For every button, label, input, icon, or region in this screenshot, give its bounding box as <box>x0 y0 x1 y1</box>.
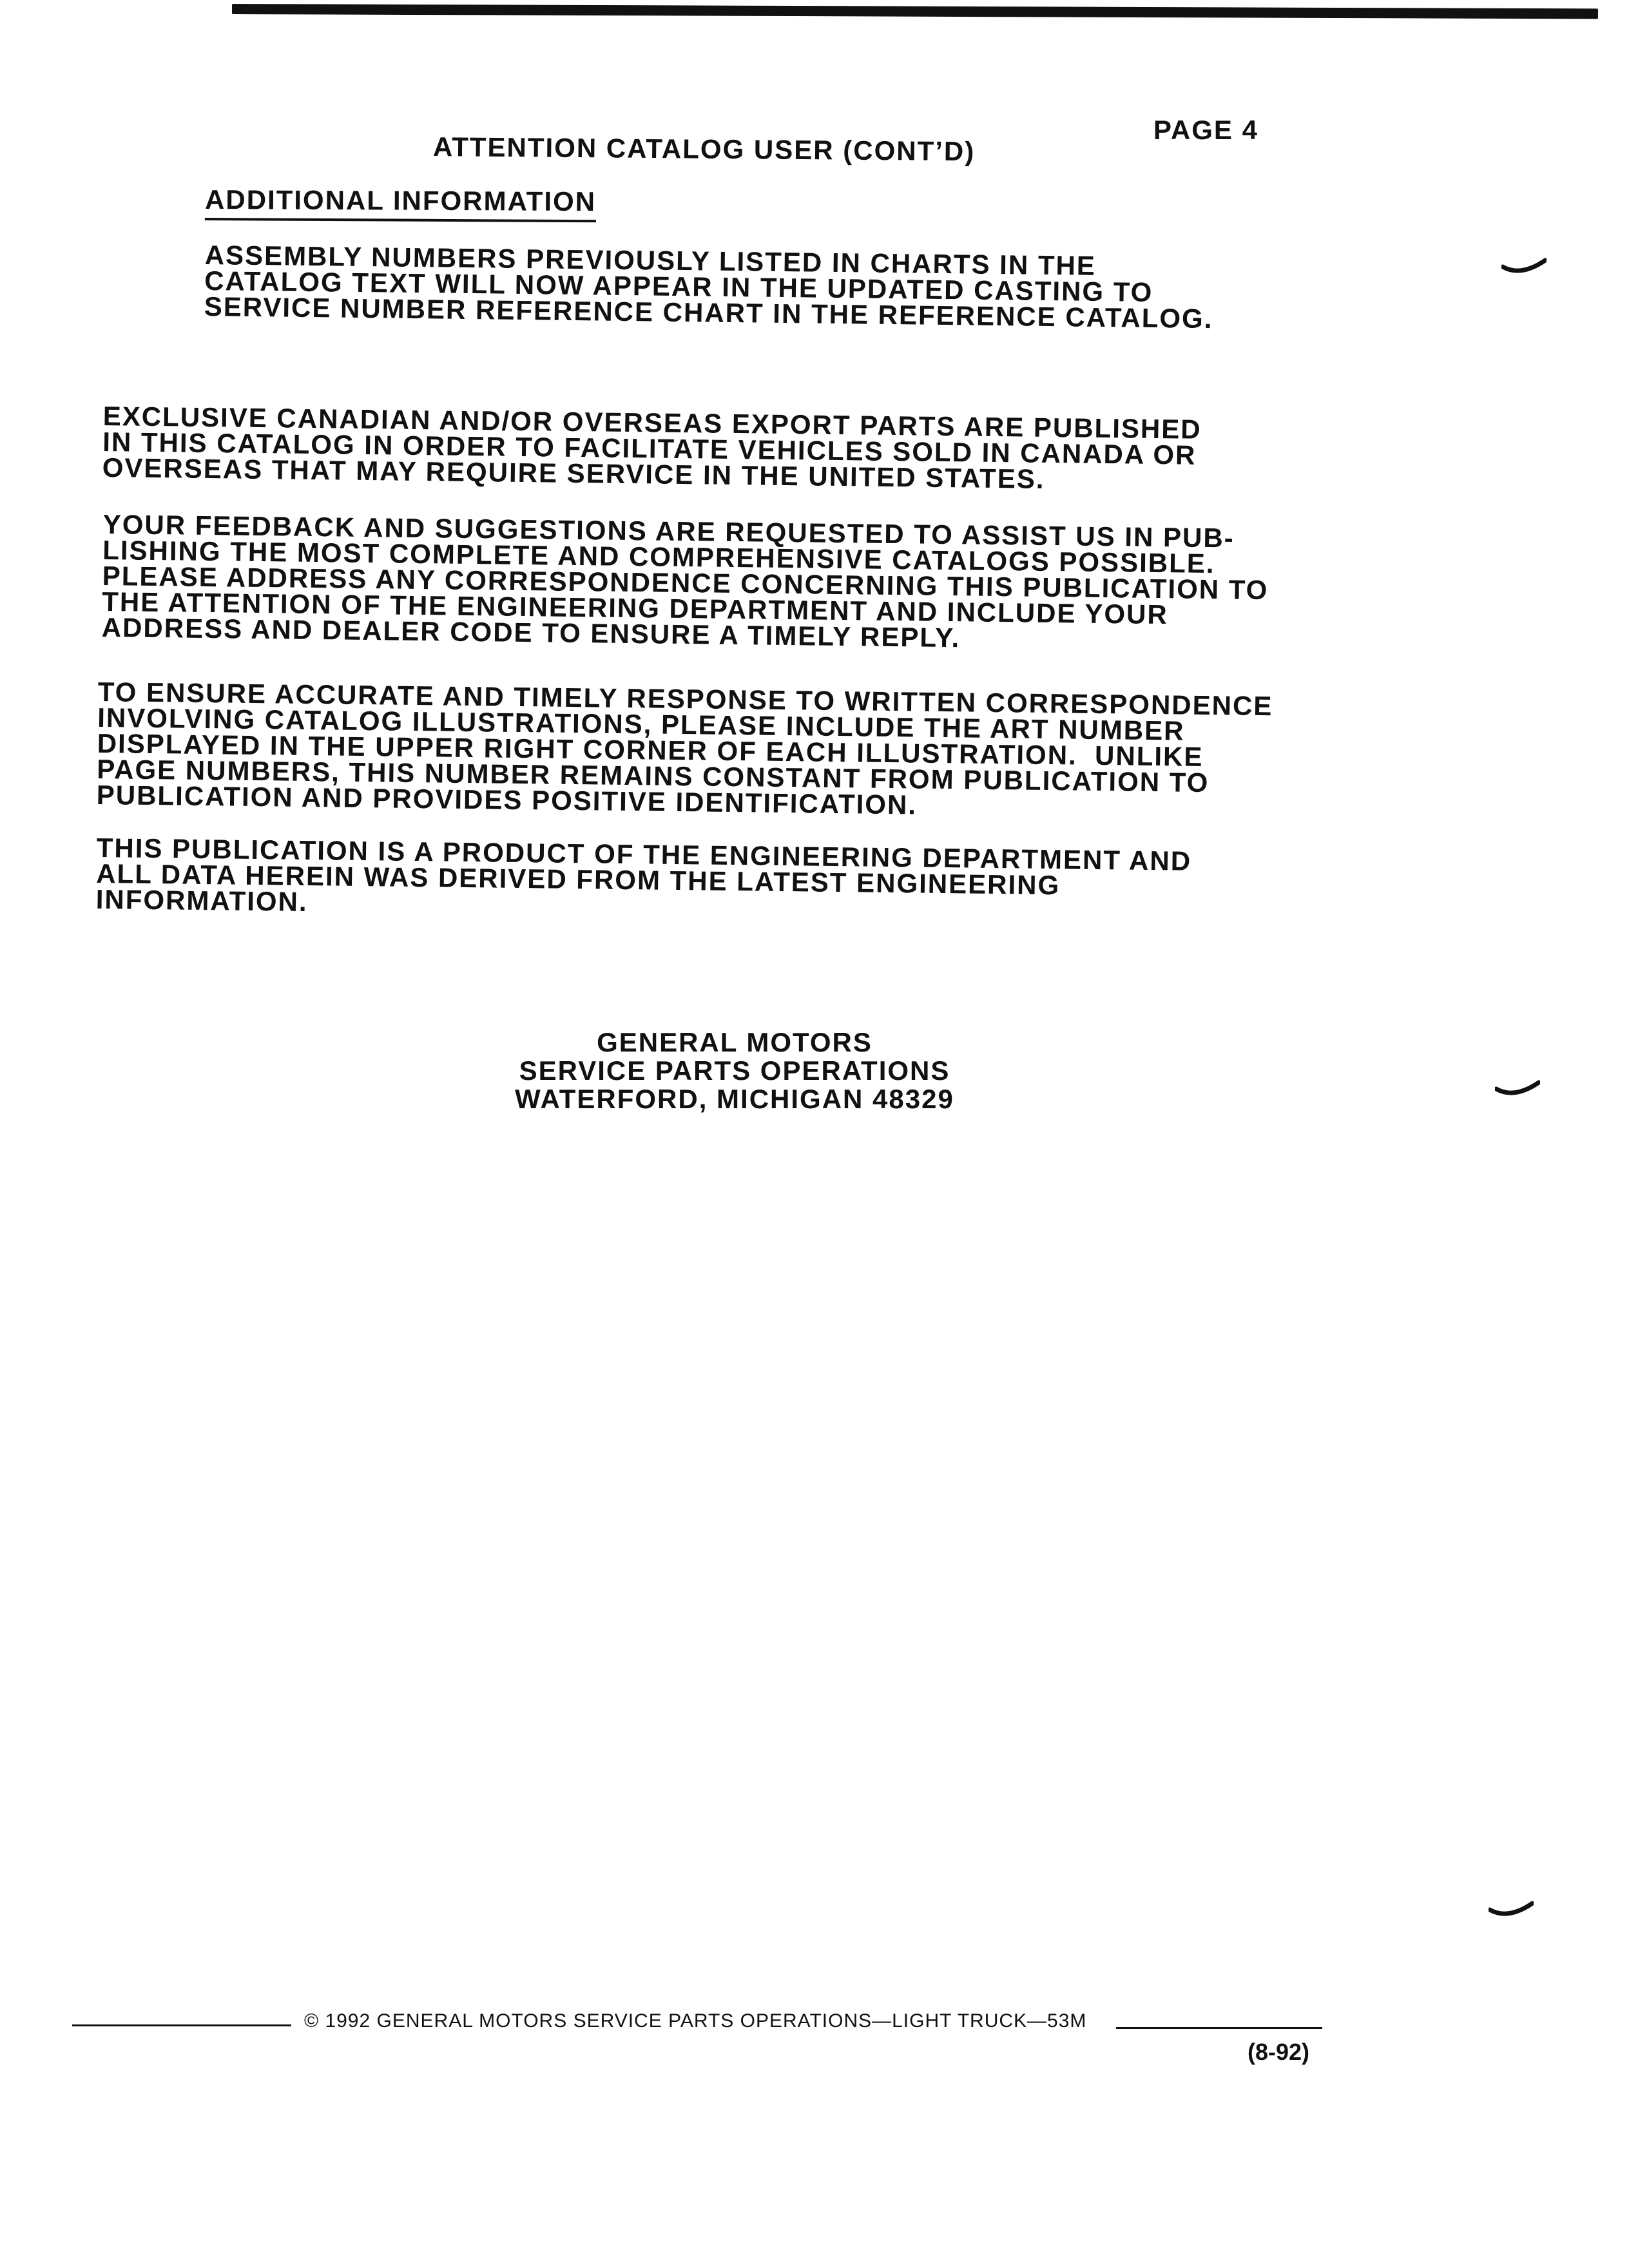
binder-tick-icon <box>1501 258 1547 276</box>
paragraph-feedback: YOUR FEEDBACK AND SUGGESTIONS ARE REQUESTED TO ASSIST US IN PUB- LISHING THE MOST COMPLETE AND COMPREHENSIVE CATALOGS POSSIBLE. PLEASE ADDRESS ANY CORRESPONDENCE CONCERNING THIS PUBLICATION TO THE ATTENTION OF THE ENGINEERING DEPARTMENT AND INCLUDE YOUR ADDRESS AND DEALER CODE TO ENSURE A TIMELY REPLY. <box>101 509 1269 653</box>
footer <box>72 2005 1335 2044</box>
footer-rule-right <box>1116 2027 1322 2029</box>
revision-code: (8-92) <box>1248 2039 1310 2065</box>
paragraph-publication-product: THIS PUBLICATION IS A PRODUCT OF THE ENGINEERING DEPARTMENT AND ALL DATA HEREIN WAS DERIVED FROM THE LATEST ENGINEERING INFORMATION. <box>95 832 1192 918</box>
binder-tick-icon <box>1495 1080 1540 1098</box>
footer-rule-left <box>72 2024 291 2026</box>
page-number: PAGE 4 <box>1153 115 1258 145</box>
paragraph-export-parts: EXCLUSIVE CANADIAN AND/OR OVERSEAS EXPORT PARTS ARE PUBLISHED IN THIS CATALOG IN ORDER TO FACILITATE VEHICLES SOLD IN CANADA OR OVERSEAS THAT MAY REQUIRE SERVICE IN THE UNITED STATES. <box>102 401 1202 494</box>
top-rule <box>232 4 1598 19</box>
signature-line-address: WATERFORD, MICHIGAN 48329 <box>515 1084 954 1114</box>
binder-tick-icon <box>1489 1901 1534 1919</box>
paragraph-assembly-numbers: ASSEMBLY NUMBERS PREVIOUSLY LISTED IN CHARTS IN THE CATALOG TEXT WILL NOW APPEAR IN THE UPDATED CASTING TO SERVICE NUMBER REFERENCE CHART IN THE REFERENCE CATALOG. <box>204 240 1213 334</box>
paragraph-art-number: TO ENSURE ACCURATE AND TIMELY RESPONSE TO WRITTEN CORRESPONDENCE INVOLVING CATALOG ILLUSTRATIONS, PLEASE INCLUDE THE ART NUMBER DISPLAYED IN THE UPPER RIGHT CORNER OF EACH ILLUSTRATION. UNLIKE PAGE NUMBERS, THIS NUMBER REMAINS CONSTANT FROM PUBLICATION TO PUBLICATION AND PROVIDES POSITIVE IDENTIFICATION. <box>96 677 1273 820</box>
signature-line-company: GENERAL MOTORS <box>597 1027 872 1057</box>
section-heading: ADDITIONAL INFORMATION <box>205 184 596 222</box>
page-title: ATTENTION CATALOG USER (CONT’D) <box>432 131 976 167</box>
signature-line-division: SERVICE PARTS OPERATIONS <box>519 1055 950 1086</box>
signature-block <box>490 1028 979 1113</box>
footer-copyright: © 1992 GENERAL MOTORS SERVICE PARTS OPERATIONS—LIGHT TRUCK—53M <box>304 2010 1087 2032</box>
